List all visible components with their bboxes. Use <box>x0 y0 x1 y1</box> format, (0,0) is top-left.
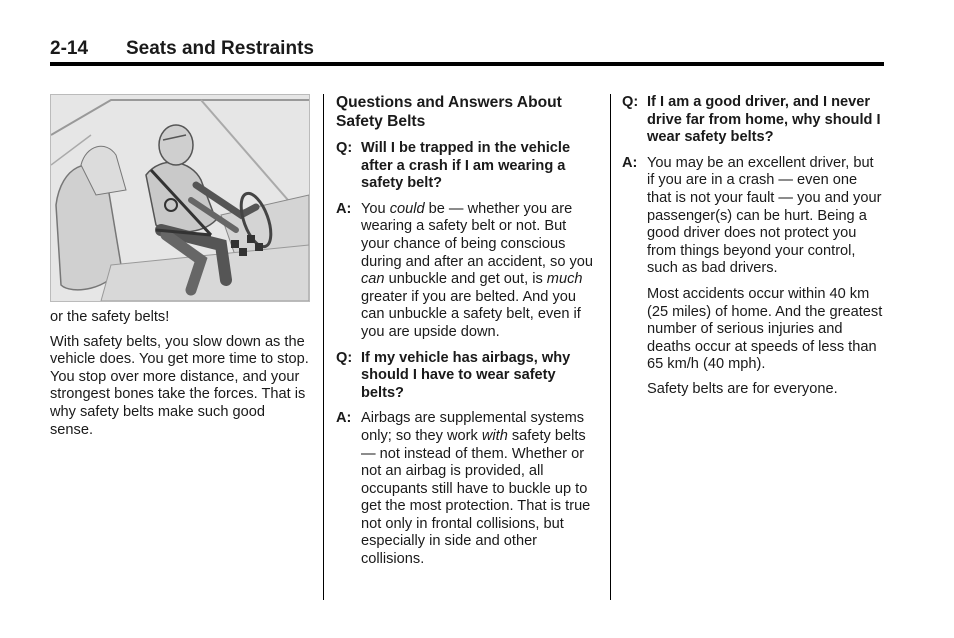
question-text: If my vehicle has airbags, why should I have to wear safety belts? <box>361 349 571 401</box>
question-text: If I am a good driver, and I never drive far from home, why should I wear safety belts? <box>647 94 881 146</box>
answer-emphasis: could <box>389 200 425 217</box>
question-tag: Q: <box>336 140 353 156</box>
question <box>622 94 884 147</box>
paragraph: Safety belts are for everyone. <box>647 380 838 397</box>
answer-text-part: You <box>361 200 390 217</box>
answer <box>336 410 598 568</box>
column-middle <box>336 94 598 577</box>
question <box>336 140 598 193</box>
header-rule <box>50 62 884 66</box>
column-left <box>50 94 312 446</box>
answer-text-part: Airbags are supplemental systems only; so they work <box>361 410 585 444</box>
answer-text-part: safety belts — not instead of them. Whether or not an airbag is provided, all occupants still have to buckle up to get the most protection. That is true not only in frontal collisions, but especially in side and other collisions. <box>361 427 591 568</box>
page-header <box>50 38 884 64</box>
answer-text-part: greater if you are belted. And you can unbuckle a safety belt, even if you are upside down. <box>361 288 581 340</box>
crash-test-occupant-illustration-icon <box>50 94 310 302</box>
paragraph: or the safety belts! <box>50 309 170 325</box>
column-divider <box>323 94 324 600</box>
paragraph: Most accidents occur within 40 km (25 miles) of home. And the greatest number of serious injuries and deaths occur at speeds of less than 65 km/h (40 mph). <box>647 285 883 373</box>
column-right <box>622 94 884 406</box>
answer-emphasis: much <box>546 271 583 288</box>
answer-emphasis: with <box>481 427 508 444</box>
answer <box>622 155 884 278</box>
answer-tag: A: <box>336 200 352 217</box>
answer-tag: A: <box>336 410 352 427</box>
section-heading: Questions and Answers About Safety Belts <box>336 94 562 130</box>
question-tag: Q: <box>336 349 353 366</box>
answer-text-part: be — whether you are wearing a safety belt or not. But your chance of being conscious during and after an accident, so you <box>361 200 594 270</box>
section-title: Seats and Restraints <box>126 38 314 59</box>
answer-text-part: unbuckle and get out, is <box>384 271 547 288</box>
answer <box>336 201 598 342</box>
paragraph: With safety belts, you slow down as the vehicle does. You get more time to stop. You stop over more distance, and your strongest bones take the forces. That is why safety belts make such good sense. <box>50 333 309 438</box>
illustration-svg <box>51 95 309 301</box>
column-divider <box>610 94 611 600</box>
answer-emphasis: can <box>361 271 385 288</box>
answer-text: You may be an excellent driver, but if you are in a crash — even one that is not your fault — you and your passenger(s) can be hurt. Being a good driver does not protect you from things beyond your control, such as bad drivers. <box>647 154 882 277</box>
question <box>336 350 598 403</box>
question-tag: Q: <box>622 94 639 110</box>
question-text: Will I be trapped in the vehicle after a crash if I am wearing a safety belt? <box>361 140 571 192</box>
page-number: 2-14 <box>50 38 89 59</box>
answer-tag: A: <box>622 154 638 171</box>
